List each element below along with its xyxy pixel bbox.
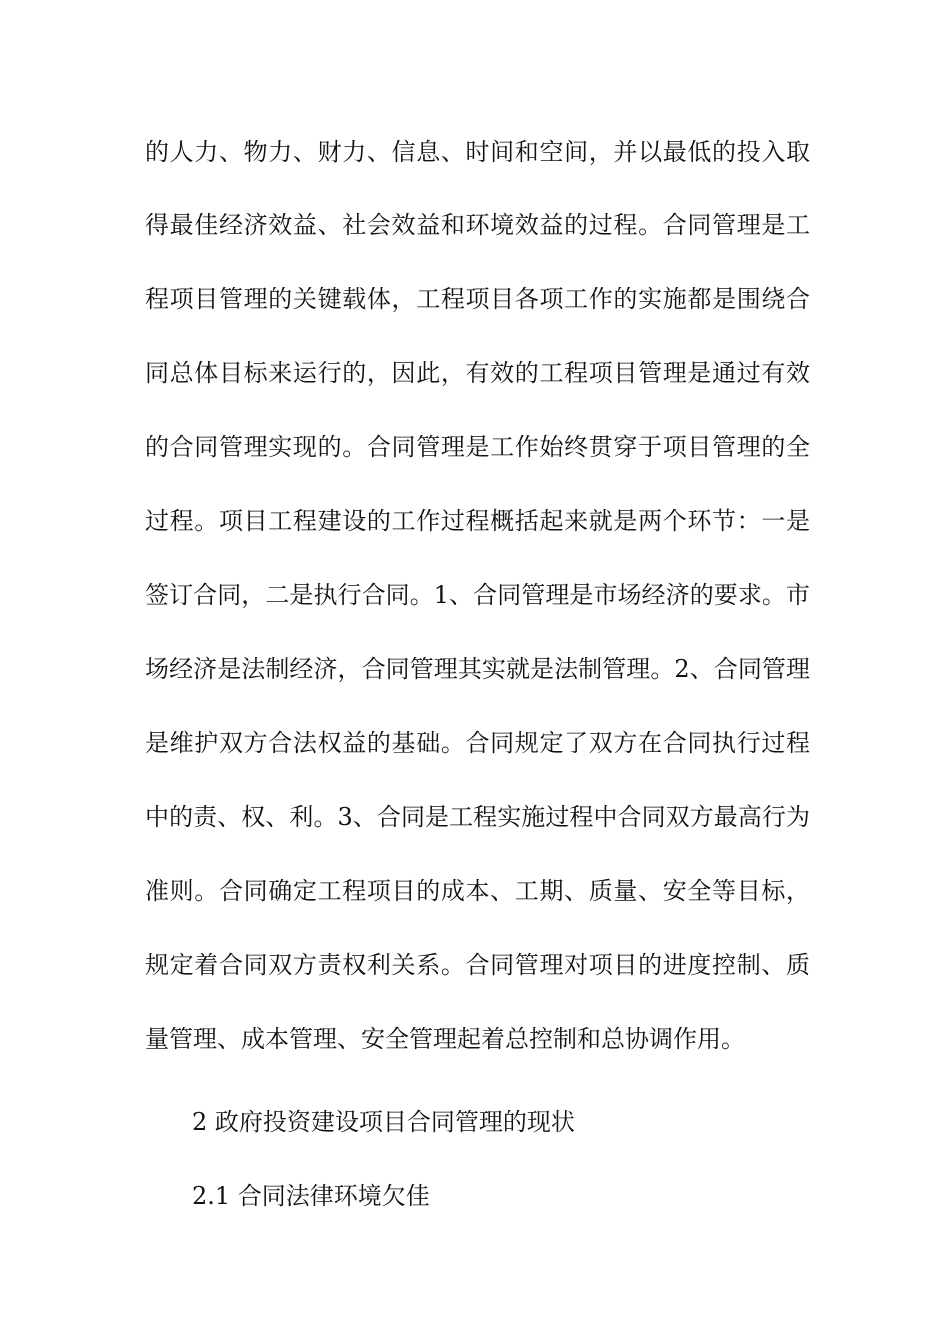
paragraph-line: 签订合同，二是执行合同。1、合同管理是市场经济的要求。市	[145, 581, 810, 609]
paragraph-line: 中的责、权、利。3、合同是工程实施过程中合同双方最高行为	[145, 803, 810, 831]
paragraph-line: 是维护双方合法权益的基础。合同规定了双方在合同执行过程	[145, 729, 810, 757]
paragraph-line: 程项目管理的关键载体，工程项目各项工作的实施都是围绕合	[145, 285, 810, 313]
subsection-heading: 2.1 合同法律环境欠佳	[192, 1182, 430, 1210]
paragraph-line: 的合同管理实现的。合同管理是工作始终贯穿于项目管理的全	[145, 433, 810, 461]
paragraph-line: 过程。项目工程建设的工作过程概括起来就是两个环节：一是	[145, 507, 810, 535]
paragraph-line: 的人力、物力、财力、信息、时间和空间，并以最低的投入取	[145, 138, 810, 166]
paragraph-line: 同总体目标来运行的，因此，有效的工程项目管理是通过有效	[145, 359, 810, 387]
paragraph-line: 量管理、成本管理、安全管理起着总控制和总协调作用。	[145, 1025, 745, 1053]
paragraph-line: 场经济是法制经济，合同管理其实就是法制管理。2、合同管理	[145, 655, 810, 683]
paragraph-line: 得最佳经济效益、社会效益和环境效益的过程。合同管理是工	[145, 211, 810, 239]
section-heading: 2 政府投资建设项目合同管理的现状	[192, 1108, 575, 1136]
paragraph-line: 准则。合同确定工程项目的成本、工期、质量、安全等目标，	[145, 877, 810, 905]
paragraph-line: 规定着合同双方责权利关系。合同管理对项目的进度控制、质	[145, 951, 810, 979]
